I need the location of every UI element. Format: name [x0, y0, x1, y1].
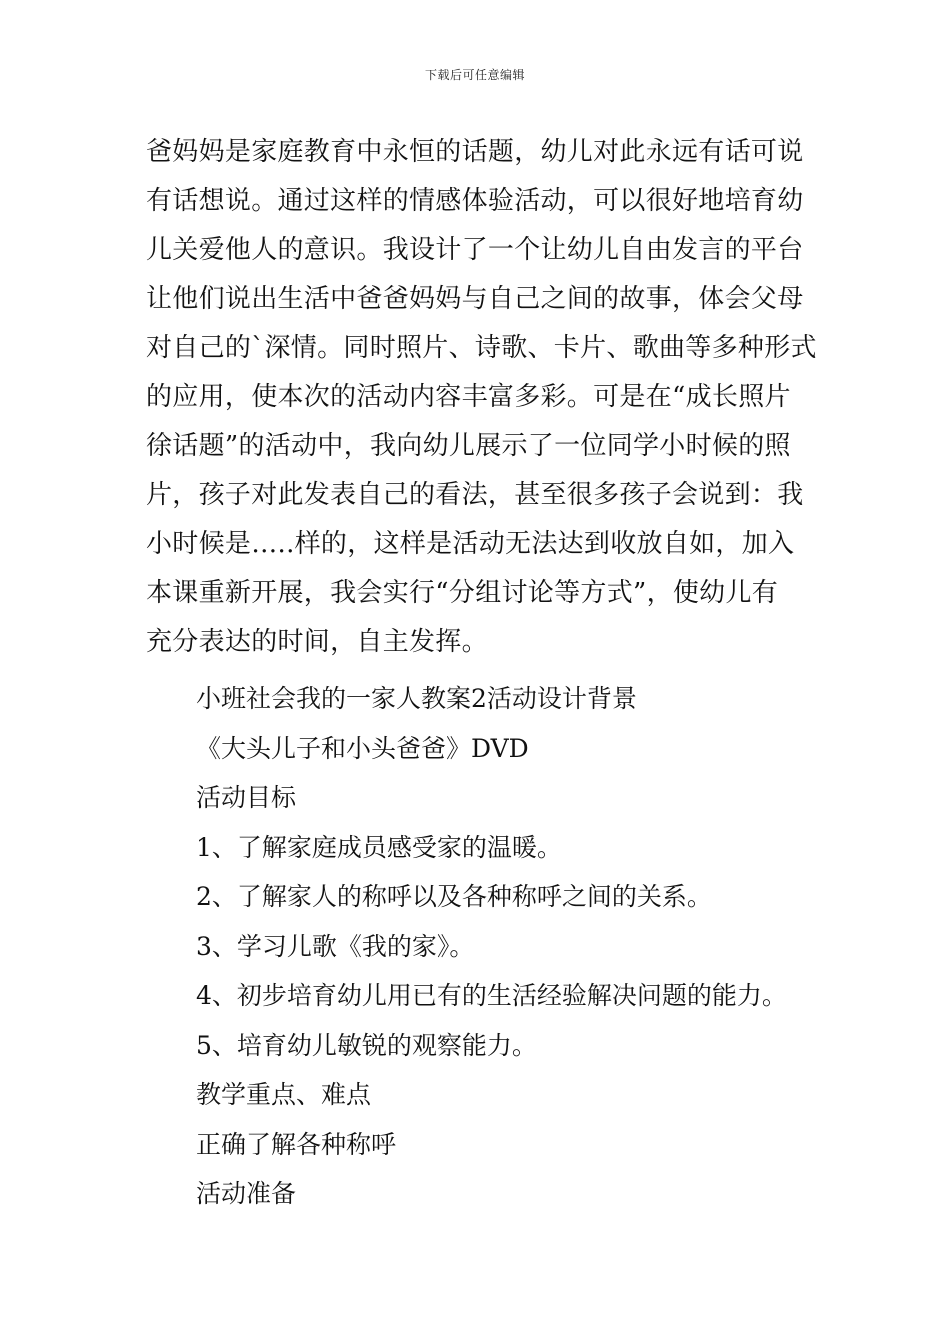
paragraph-line: 本课重新开展，我会实行“分组讨论等方式”，使幼儿有 [146, 578, 779, 608]
paragraph-line: 充分表达的时间，自主发挥。 [146, 627, 488, 657]
paragraph-line: 对自己的`深情。同时照片、诗歌、卡片、歌曲等多种形式 [146, 333, 817, 363]
paragraph-line: 儿关爱他人的意识。我设计了一个让幼儿自由发言的平台 [146, 235, 804, 265]
paragraph-line: 有话想说。通过这样的情感体验活动，可以很好地培育幼 [146, 186, 804, 216]
paragraph-line: 徐话题”的活动中，我向幼儿展示了一位同学小时候的照 [146, 431, 791, 461]
body-paragraph [146, 128, 816, 667]
paragraph-line: 的应用，使本次的活动内容丰富多彩。可是在“成长照片 [146, 382, 791, 412]
section-heading: 活动目标 [196, 783, 297, 812]
goal-item: 4、初步培育幼儿用已有的生活经验解决问题的能力。 [196, 981, 787, 1010]
goal-item: 1、了解家庭成员感受家的温暖。 [196, 832, 562, 862]
material-line: 《大头儿子和小头爸爸》DVD [196, 733, 529, 763]
section-heading: 活动准备 [196, 1179, 297, 1208]
paragraph-line: 爸妈妈是家庭教育中永恒的话题，幼儿对此永远有话可说 [146, 137, 804, 167]
section-list [196, 674, 836, 1219]
page-header-note: 下载后可任意编辑 [424, 68, 525, 82]
paragraph-line: 小时候是…..样的，这样是活动无法达到收放自如，加入 [146, 529, 795, 559]
goal-item: 3、学习儿歌《我的家》。 [196, 931, 475, 961]
section-title: 小班社会我的一家人教案2活动设计背景 [196, 684, 637, 713]
goal-item: 5、培育幼儿敏锐的观察能力。 [196, 1030, 537, 1060]
key-point-line: 正确了解各种称呼 [196, 1129, 397, 1159]
goal-item: 2、了解家人的称呼以及各种称呼之间的关系。 [196, 882, 712, 911]
paragraph-line: 片，孩子对此发表自己的看法，甚至很多孩子会说到：我 [146, 480, 804, 510]
paragraph-line: 让他们说出生活中爸爸妈妈与自己之间的故事，体会父母 [146, 284, 804, 314]
section-heading: 教学重点、难点 [196, 1080, 372, 1109]
